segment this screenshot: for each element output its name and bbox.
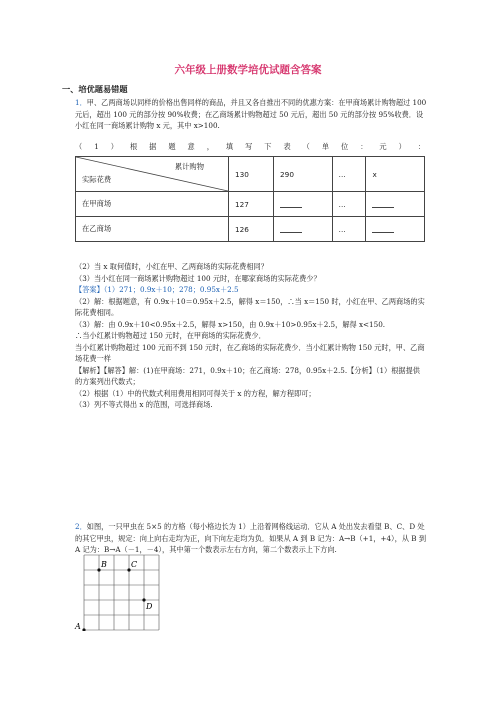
- answer-line: 【答案】（1）271；0.9x＋10；278；0.95x＋2.5: [75, 285, 239, 294]
- blank-cell: [274, 192, 333, 217]
- question-2-number: 2．: [75, 522, 87, 531]
- answer-blank: [280, 224, 302, 233]
- solution-line: ∴当小红累计购物超过 150 元时，在甲商场的实际花费少．: [75, 331, 266, 340]
- header-top-label: 累计购物: [174, 162, 204, 171]
- instruction-char: ：: [417, 142, 425, 151]
- instruction-char: 题: [168, 142, 176, 151]
- instruction-char: （: [75, 142, 83, 151]
- instruction-char: 据: [149, 142, 157, 151]
- blank-cell: [366, 217, 425, 242]
- instruction-char: 意: [187, 142, 195, 151]
- question-1-text: [75, 97, 427, 132]
- instruction-char: 表: [283, 142, 291, 151]
- solution-line: 当小红累计购物超过 100 元而不到 150 元时，在乙商场的实际花费少．当小红累计购物 150 元时，甲、乙商场花费一样: [75, 342, 425, 363]
- subquestion-3: （3）当小红在同一商场累计购物超过 100 元时，在哪家商场的实际花费少？: [75, 273, 321, 283]
- instruction-char: 位: [341, 142, 349, 151]
- section-heading: 一、培优题易错题: [62, 84, 128, 94]
- table-cell: …: [332, 192, 366, 217]
- instruction-char: ）: [398, 142, 406, 151]
- table-row: [76, 217, 425, 242]
- cost-table: [75, 156, 425, 242]
- subquestion-2: （2）当 x 取何值时，小红在甲、乙两商场的实际花费相同？: [75, 262, 268, 271]
- table-cell: 126: [229, 217, 274, 242]
- blank-cell: [366, 192, 425, 217]
- diagonal-header-cell: [76, 157, 229, 192]
- answer-blank: [372, 199, 394, 208]
- table-cell: …: [332, 217, 366, 242]
- instruction-char: 1: [94, 142, 99, 151]
- label-d: D: [146, 602, 153, 611]
- question-1-solution: [75, 261, 427, 411]
- table-cell: x: [366, 157, 425, 192]
- question-1-number: 1．: [75, 98, 87, 107]
- solution-line: （2）解：根据题意，有 0.9x＋10＝0.95x＋2.5，解得 x＝150，∴当 x＝150 时，小红在甲、乙两商场的实际花费相同。: [75, 296, 425, 317]
- instruction-char: 写: [245, 142, 253, 151]
- label-b: B: [101, 560, 107, 569]
- question-2-body: 如图，一只甲虫在 5×5 的方格（每小格边长为 1）上沿着网格线运动．它从 A 处出发去看望 B、C、D 处的其它甲虫，规定：向上向右走均为正，向下向左走均为负．如果从 A 到 B 记为：A→B（+1，+4），从 B 到 A 记为：B→A（－1，－4），其中第一个数表示左右方向，第二个数表示上下方向.: [75, 522, 427, 554]
- blank-cell: [274, 217, 333, 242]
- analysis-line: （2）根据（1）中的代数式利用费用相同可得关于 x 的方程，解方程即可；: [75, 388, 316, 398]
- table-cell: …: [332, 157, 366, 192]
- instruction-char: 根: [129, 142, 138, 151]
- instruction-char: ）: [110, 142, 118, 151]
- header-bottom-label: 实际花费: [82, 175, 112, 184]
- question-1-body: 甲、乙两商场以同样的价格出售同样的商品，并且又各自推出不同的优惠方案：在甲商场累计购物超过 100 元后，超出 100 元的部分按 90%收费；在乙商场累计购物超过 50 元后，超出 50 元的部分按 95%收费．设小红在同一商场累计购物 x 元，其中 x>100.: [75, 98, 427, 130]
- answer-blank: [372, 224, 394, 233]
- label-a: A: [75, 622, 81, 631]
- table-cell: 127: [229, 192, 274, 217]
- point-a: [82, 628, 85, 631]
- table-cell: 290: [274, 157, 333, 192]
- table-header-row: [76, 157, 425, 192]
- diagonal-line: [76, 157, 228, 191]
- analysis-line: （3）列不等式得出 x 的范围，可选择商场.: [75, 400, 213, 409]
- grid-figure: [74, 551, 164, 631]
- grid-lines: [84, 555, 159, 630]
- label-c: C: [131, 560, 138, 569]
- question-1-instruction: [75, 141, 425, 153]
- instruction-char: 下: [264, 142, 272, 151]
- analysis-line: 【解析】【解答】解：(1)在甲商场：271，0.9x＋10；在乙商场：278，0.95x＋2.5.【分析】（1）根据提供的方案列出代数式；: [75, 365, 420, 386]
- solution-line: （3）解：由 0.9x＋10<0.95x＋2.5，解得 x>150，由 0.9x＋10>0.95x＋2.5，解得 x<150.: [75, 319, 386, 329]
- table-cell: 130: [229, 157, 274, 192]
- instruction-char: 元: [379, 142, 387, 151]
- row-label: 在乙商场: [76, 217, 229, 242]
- table-row: [76, 192, 425, 217]
- instruction-char: ：: [360, 142, 368, 151]
- instruction-char: （: [302, 142, 310, 151]
- instruction-char: 填: [225, 142, 234, 151]
- instruction-char: ，: [206, 142, 214, 151]
- row-label: 在甲商场: [76, 192, 229, 217]
- answer-blank: [280, 199, 302, 208]
- page-title: 六年级上册数学培优试题含答案: [174, 64, 322, 76]
- instruction-char: 单: [321, 142, 330, 151]
